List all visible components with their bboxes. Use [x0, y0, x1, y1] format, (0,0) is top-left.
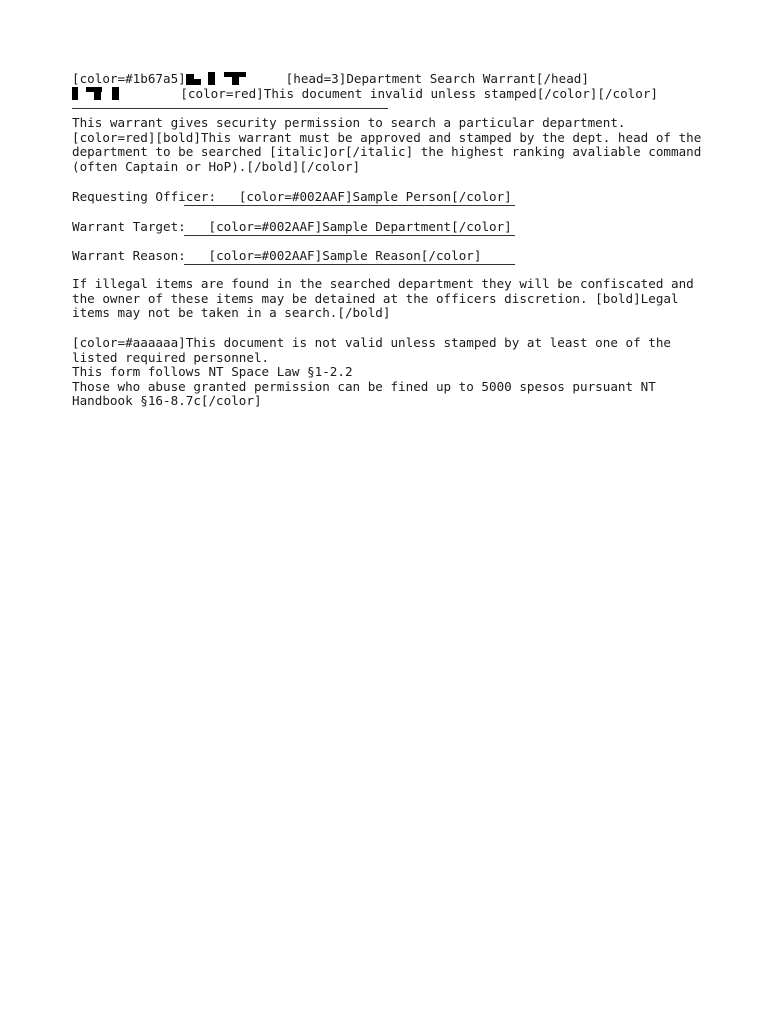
intro-line: This warrant gives security permission to search a particular department. [72, 115, 626, 130]
header-divider [72, 108, 388, 109]
warrant-reason-field [72, 248, 481, 263]
header-line-2 [72, 87, 658, 102]
document-heading: [head=3]Department Search Warrant[/head] [285, 71, 589, 86]
footer-paragraph [72, 336, 671, 409]
intro-paragraph [72, 116, 701, 174]
rules-line: items may not be taken in a search.[/bold] [72, 305, 391, 321]
header-line-1 [72, 72, 589, 87]
warrant-reason-value[interactable]: [color=#002AAF]Sample Reason[/color] [208, 248, 482, 263]
stamp-warning: [color=red]This document invalid unless stamped[/color][/color] [180, 86, 659, 101]
footer-line: This form follows NT Space Law §1-2.2 [72, 364, 353, 380]
rules-line: the owner of these items may be detained at the officers discretion. [bold]Legal [72, 290, 679, 306]
warrant-target-value[interactable]: [color=#002AAF]Sample Department[/color] [208, 219, 512, 234]
warrant-target-label: Warrant Target: [72, 219, 186, 234]
warrant-reason-underline [184, 264, 515, 265]
footer-line: Those who abuse granted permission can be fined up to 5000 spesos pursuant NT [72, 378, 656, 394]
redacted-glyphs-icon [72, 87, 150, 100]
rules-line: If illegal items are found in the searched department they will be confiscated and [72, 276, 694, 291]
intro-line: [color=red][bold]This warrant must be approved and stamped by the dept. head of the [72, 129, 702, 145]
redacted-glyphs-icon [186, 72, 248, 85]
header-color-tag: [color=#1b67a5] [72, 71, 186, 86]
rules-paragraph [72, 277, 694, 321]
warrant-reason-label: Warrant Reason: [72, 248, 186, 263]
requesting-officer-underline [184, 205, 515, 206]
requesting-officer-label: Requesting Officer: [72, 189, 217, 204]
warrant-target-field [72, 219, 512, 234]
footer-line: [color=#aaaaaa]This document is not valid unless stamped by at least one of the [72, 335, 671, 350]
warrant-target-underline [184, 235, 515, 236]
requesting-officer-value[interactable]: [color=#002AAF]Sample Person[/color] [238, 189, 512, 204]
footer-line: listed required personnel. [72, 349, 270, 365]
intro-line: (often Captain or HoP).[/bold][/color] [72, 158, 361, 174]
footer-line: Handbook §16-8.7c[/color] [72, 393, 262, 409]
requesting-officer-field [72, 189, 512, 204]
intro-line: department to be searched [italic]or[/italic] the highest ranking avaliable command [72, 144, 702, 160]
